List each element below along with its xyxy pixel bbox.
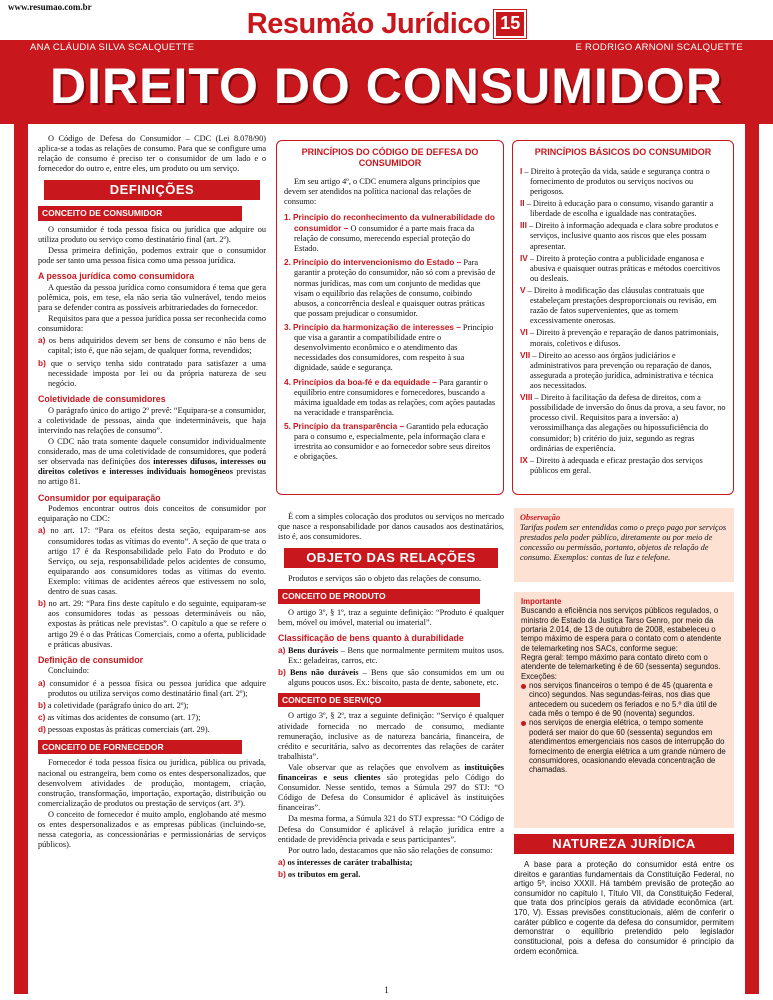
note-title: Observação bbox=[520, 513, 561, 522]
list-item: b) que o serviço tenha sido contratado para satisfazer a uma necessidade imposta por lei ou da própria natureza de seu negócio. bbox=[38, 357, 266, 388]
list-item: b) os tributos em geral. bbox=[278, 869, 361, 880]
bullet-item: nos serviços financeiros o tempo é de 45 (quarenta e cinco) segundos. Nas segundas-feiras, nos dias que antecedem ou sucedem os feriados e no 5.º dia útil de cada mês o tempo é de 90 (noventa) segundos. bbox=[521, 681, 727, 718]
principle-number: 5. bbox=[284, 421, 291, 431]
principle-title: Princípios da boa-fé e da equidade – bbox=[293, 376, 437, 387]
paragraph: O artigo 3º, § 1º, traz a seguinte definição: “Produto é qualquer bem, móvel ou imóvel, material ou imaterial”. bbox=[278, 607, 504, 627]
principle-text: Princípio que visa a garantir a compatibilidade entre o desenvolvimento econômico e o atendimento das necessidades dos consumidores, com respeito à sua dignidade, saúde e segurança. bbox=[294, 323, 494, 373]
list-item: a) Bens duráveis – Bens que normalmente permitem muitos usos. Ex.: geladeiras, carros, etc. bbox=[278, 644, 505, 665]
bullet-item: nos serviços de energia elétrica, o tempo somente poderá ser maior do que 60 (sessenta) segundos em atendimentos emergenciais nos casos de interrupção do fornecimento de energia elétrica a um grande número de consumidores, ocasionando elevada concentração de chamadas. bbox=[521, 718, 727, 774]
principle-item bbox=[284, 212, 496, 254]
intro-paragraph: O Código de Defesa do Consumidor – CDC (Lei 8.078/90) aplica-se a todas as relações de consumo. Para que se configure uma relação de consumo é preciso ter o consumidor de um lado e o fornecedor do outro e, entre eles, um produto ou um serviço. bbox=[38, 134, 266, 174]
note-importante bbox=[514, 592, 734, 828]
box-heading: PRINCÍPIOS BÁSICOS DO CONSUMIDOR bbox=[534, 147, 712, 157]
basic-right-number: V bbox=[520, 285, 526, 295]
section-definicoes: DEFINIÇÕES bbox=[44, 180, 260, 200]
principle-number: 4. bbox=[284, 376, 291, 387]
list-item: a) consumidor é a pessoa física ou pessoa jurídica que adquire produtos ou utiliza serviços como destinatário final (art. 2º); bbox=[38, 677, 266, 698]
paragraph: Vale observar que as relações que envolvem as instituições financeiras e seus clientes são protegidas pelo Código do Consumidor. Nesse sentido, temos a Súmula 297 do STJ: “O Código de Defesa do Consumidor é aplicável às instituições financeiras”. bbox=[278, 762, 504, 813]
page-number: 1 bbox=[384, 985, 389, 995]
principle-text: Para garantir a proteção do consumidor, não só com a previsão de normas jurídicas, mas com um conjunto de medidas que visam o equilíbrio das relações de consumo, coibindo abusos, a concorrência desleal e quaisquer outras práticas que possam prejudicar o consumidor. bbox=[294, 258, 496, 318]
box-heading: PRINCÍPIOS DO CÓDIGO DE DEFESA DO CONSUMIDOR bbox=[301, 147, 479, 168]
subhead-conceito-consumidor: CONCEITO DE CONSUMIDOR bbox=[38, 206, 242, 220]
basic-right-text: – Direito à adequada e eficaz prestação dos serviços públicos em geral. bbox=[529, 455, 703, 475]
principle-text: Para garantir o equilíbrio entre consumidores e fornecedores, buscando a máxima igualdade em todas as relações, com ações pautadas na veracidade e transparência. bbox=[294, 377, 496, 417]
paragraph: Da mesma forma, a Súmula 321 do STJ expressa: “O Código de Defesa do Consumidor é aplicável à relação jurídica entre a entidade de previdência privada e seus participantes”. bbox=[278, 814, 504, 844]
box-principios-codigo bbox=[276, 140, 504, 495]
paragraph: Por outro lado, destacamos que não são relações de consumo: bbox=[288, 845, 493, 855]
list-item: a) os interesses de caráter trabalhista; bbox=[278, 856, 413, 867]
note-text: Tarifas podem ser entendidas como o preço pago por serviços prestados pelo poder público, diretamente ou por meio de concessão ou permissão, portanto, objetos de relação de consumo. Exemplos: contas de luz e telefone. bbox=[520, 523, 727, 563]
basic-right-item bbox=[520, 455, 726, 476]
basic-right-text: – Direito à informação adequada e clara sobre produtos e serviços, inclusive quanto aos riscos que eles possam apresentar. bbox=[529, 221, 719, 251]
principle-title: Princípio do reconhecimento da vulnerabilidade do consumidor – bbox=[293, 211, 495, 234]
page-title: DIREITO DO CONSUMIDOR bbox=[50, 58, 723, 114]
principle-number: 3. bbox=[284, 322, 291, 333]
paragraph: Podemos encontrar outros dois conceitos de consumidor por equiparação no CDC: bbox=[38, 504, 266, 524]
principle-item bbox=[284, 377, 496, 418]
basic-right-item bbox=[520, 392, 726, 454]
principle-item bbox=[284, 322, 496, 374]
paragraph: O consumidor é toda pessoa física ou jurídica que adquire ou utiliza produto ou serviço como destinatário final (art. 2º). bbox=[38, 224, 266, 244]
basic-right-text: – Direito à proteção da vida, saúde e segurança contra o fornecimento de produtos ou serviços nocivos ou perigosos. bbox=[524, 166, 710, 197]
paragraph: A base para a proteção do consumidor está entre os direitos e garantias fundamentais da Constituição Federal, no artigo 5º, inciso XXXII. Há também previsão de proteção ao consumidor no capítulo I, Título VII, da Constituição Federal, que trata dos princípios gerais da atividade econômica (art. 170, V). Essas previsões constitucionais, além de conferir o caráter público e cogente da defesa do consumidor, permitem demonstrar o equilíbrio pretendido pelo legislador constitucional, pois a defesa do consumidor é princípio da ordem econômica. bbox=[514, 859, 734, 956]
subhead-conceito-produto: CONCEITO DE PRODUTO bbox=[278, 589, 480, 603]
basic-right-number: IX bbox=[520, 454, 528, 465]
list-item: a) no art. 17: “Para os efeitos desta seção, equiparam-se aos consumidores todas as vítimas do evento”. A seção de que trata o artigo 17 é da Responsabilidade pelo Fato do Produto e do Serviço, ou seja, responsabilidade pelos acidentes de consumo, equiparando aos consumidores todas as vítimas do evento. Exemplo: vítimas de acidentes aéreos que estivessem no solo, dentro de suas casas. bbox=[38, 525, 266, 597]
paragraph: A questão da pessoa jurídica como consumidora é tema que gera polêmica, pois, em tese, ela não seria tão vulnerável, tendo meios para se defender contra as possíveis arbitrariedades do fornecedor. bbox=[38, 282, 266, 313]
paragraph: O parágrafo único do artigo 2º prevê: “Equipara-se a consumidor, a coletividade de pessoas, ainda que indetermináveis, que haja intervindo nas relações de consumo”. bbox=[38, 405, 266, 435]
basic-right-text: – Direito à facilitação da defesa de direitos, com a possibilidade de inversão do ônus da prova, a seu favor, no processo civil. Requisitos para a inversão: a) verossimilhança das alegações ou hipossuficiência do consumidor; b) critério do juiz, segundo as regras ordinárias de experiência. bbox=[530, 393, 726, 453]
paragraph: O CDC não trata somente daquele consumidor individualmente considerado, mas de uma coletividade de consumidores, que poderá ser observada nas definições dos interesses difusos, interesses ou direitos coletivos e interesses individuais homogêneos previstas no artigo 81. bbox=[38, 436, 266, 487]
paragraph: Fornecedor é toda pessoa física ou jurídica, pública ou privada, nacional ou estrangeira, bem como os entes despersonalizados, que desenvolvem atividades de produção, montagem, criação, construção, transformação, importação, exportação, distribuição ou comercialização de produtos ou prestação de serviços (art. 3º). bbox=[38, 758, 266, 808]
brand-title: Resumão Jurídico bbox=[246, 8, 491, 40]
list-item: b) Bens não duráveis – Bens que são consumidos em um ou alguns poucos usos. Ex.: biscoito, pasta de dente, sabonete, etc. bbox=[278, 666, 505, 687]
column-middle bbox=[278, 512, 504, 881]
basic-right-item bbox=[520, 220, 726, 251]
heading-definicao: Definição de consumidor bbox=[38, 654, 144, 665]
heading-pessoa-juridica: A pessoa jurídica como consumidora bbox=[38, 271, 195, 282]
brand-header bbox=[0, 8, 773, 40]
basic-right-item bbox=[520, 253, 726, 284]
principle-title: Princípio da transparência – bbox=[293, 421, 405, 431]
heading-classificacao: Classificação de bens quanto à durabilidade bbox=[278, 632, 464, 643]
basic-right-text: – Direito ao acesso aos órgãos judiciários e administrativos para prevenção ou reparação de danos, assegurada a proteção jurídica, administrativa e técnica aos necessitados. bbox=[530, 350, 714, 390]
note-observacao bbox=[514, 508, 734, 582]
note-text: Buscando a eficiência nos serviços públicos regulados, o ministro de Estado da Justiça Tarso Genro, por meio da portaria 2.014, de 13 de outubro de 2008, estabeleceu o tempo máximo de espera para o contato com o atendente de telemarketing nos SACs, conforme segue: bbox=[521, 606, 722, 653]
heading-coletividade: Coletividade de consumidores bbox=[38, 393, 166, 404]
heading-equiparacao: Consumidor por equiparação bbox=[38, 492, 161, 503]
list-item: b) a coletividade (parágrafo único do art. 2º); bbox=[38, 699, 189, 710]
site-url: www.resumao.com.br bbox=[8, 2, 92, 12]
principle-number: 2. bbox=[284, 257, 291, 268]
author-left: ANA CLÁUDIA SILVA SCALQUETTE bbox=[30, 42, 195, 53]
basic-right-number: VIII bbox=[520, 392, 533, 403]
paragraph: O artigo 3º, § 2º, traz a seguinte definição: “Serviço é qualquer atividade fornecida no mercado de consumo, mediante remuneração, inclusive as de natureza bancária, financeira, de crédito e securitária, salvo as decorrentes das relações de caráter trabalhista”. bbox=[278, 711, 504, 761]
note-text: Regra geral: tempo máximo para contato direto com o atendente de telemarketing é de 60 (sessenta) segundos. Exceções: bbox=[521, 653, 721, 681]
paragraph: Dessa primeira definição, podemos extrair que o consumidor pode ser tanto uma pessoa física como uma pessoa jurídica. bbox=[38, 245, 266, 265]
paragraph: Em seu artigo 4º, o CDC enumera alguns princípios que devem ser atendidos na política nacional das relações de consumo: bbox=[284, 176, 480, 206]
basic-right-number: VI bbox=[520, 327, 528, 338]
basic-right-number: IV bbox=[520, 252, 528, 263]
column-left bbox=[38, 134, 266, 851]
section-objeto: OBJETO DAS RELAÇÕES bbox=[284, 548, 498, 568]
subhead-conceito-servico: CONCEITO DE SERVIÇO bbox=[278, 693, 480, 707]
basic-right-text: – Direito à educação para o consumo, visando garantir a liberdade de escolha e igualdade nas contratações. bbox=[526, 199, 714, 219]
principle-number: 1. bbox=[284, 211, 291, 222]
paragraph: Requisitos para que a pessoa jurídica possa ser reconhecida como consumidora: bbox=[38, 314, 266, 334]
basic-right-item bbox=[520, 327, 726, 348]
basic-right-text: – Direito à modificação das cláusulas contratuais que estabeleçam prestações desproporcionais ou revisão, em razão de fatos supervenientes, que as tornem excessivamente onerosas. bbox=[527, 286, 717, 326]
paragraph: É com a simples colocação dos produtos ou serviços no mercado que nasce a responsabilidade por danos causados aos destinatários, isto é, aos consumidores. bbox=[278, 512, 504, 542]
basic-right-item bbox=[520, 350, 726, 391]
basic-right-text: – Direito à prevenção e reparação de danos patrimoniais, morais, coletivos e difusos. bbox=[529, 328, 719, 348]
basic-right-text: – Direito à proteção contra a publicidade enganosa e abusiva e quaisquer outras práticas e métodos coercitivos ou desleais. bbox=[529, 253, 721, 283]
principle-title: Princípio do intervencionismo do Estado – bbox=[293, 257, 462, 268]
basic-right-item bbox=[520, 285, 726, 326]
subhead-conceito-fornecedor: CONCEITO DE FORNECEDOR bbox=[38, 740, 242, 754]
paragraph: Concluindo: bbox=[48, 666, 90, 676]
brand-number: 15 bbox=[494, 10, 526, 38]
note-bullets bbox=[521, 681, 727, 774]
basic-right-number: II bbox=[520, 198, 525, 209]
list-item: b) no art. 29: “Para fins deste capítulo e do seguinte, equiparam-se aos consumidores todas as pessoas determináveis ou não, expostas às práticas nele previstas”. O capítulo a que se refere o artigo 29 é o das Práticas Comerciais, como a oferta, publicidade e práticas abusivas. bbox=[38, 598, 266, 649]
principle-item bbox=[284, 257, 496, 319]
list-item: d) pessoas expostas às práticas comerciais (art. 29). bbox=[38, 724, 210, 735]
box-principios-basicos bbox=[512, 140, 734, 495]
author-right: E RODRIGO ARNONI SCALQUETTE bbox=[575, 42, 743, 53]
principle-title: Princípio da harmonização de interesses – bbox=[293, 322, 461, 333]
principle-text: O consumidor é a parte mais fraca da relação de consumo, merecendo especial proteção do Estado. bbox=[294, 224, 475, 254]
paragraph: O conceito de fornecedor é muito amplo, englobando até mesmo os entes despersonalizados e as empresas públicas (incluindo-se, nessa categoria, as concessionárias e permissionárias de serviços públicos). bbox=[38, 810, 266, 850]
basic-right-number: III bbox=[520, 220, 527, 231]
list-item: a) os bens adquiridos devem ser bens de consumo e não bens de capital; isto é, que não sejam, de qualquer forma, revendidos; bbox=[38, 335, 266, 356]
list-item: c) as vítimas dos acidentes de consumo (art. 17); bbox=[38, 711, 201, 722]
basic-right-item bbox=[520, 166, 726, 197]
section-natureza: NATUREZA JURÍDICA bbox=[514, 834, 734, 854]
basic-right-number: VII bbox=[520, 349, 531, 360]
principle-item bbox=[284, 421, 496, 462]
basic-right-item bbox=[520, 198, 726, 219]
note-title: Importante bbox=[521, 597, 562, 606]
paragraph: Produtos e serviços são o objeto das relações de consumo. bbox=[288, 574, 482, 584]
basic-right-number: I bbox=[520, 165, 523, 176]
principle-text: Garantido pela educação para o consumo e, especialmente, pela informação clara e irrestrita ao consumidor e ao fornecedor sobre seus direitos e obrigações. bbox=[294, 422, 491, 462]
column-right bbox=[514, 832, 734, 957]
